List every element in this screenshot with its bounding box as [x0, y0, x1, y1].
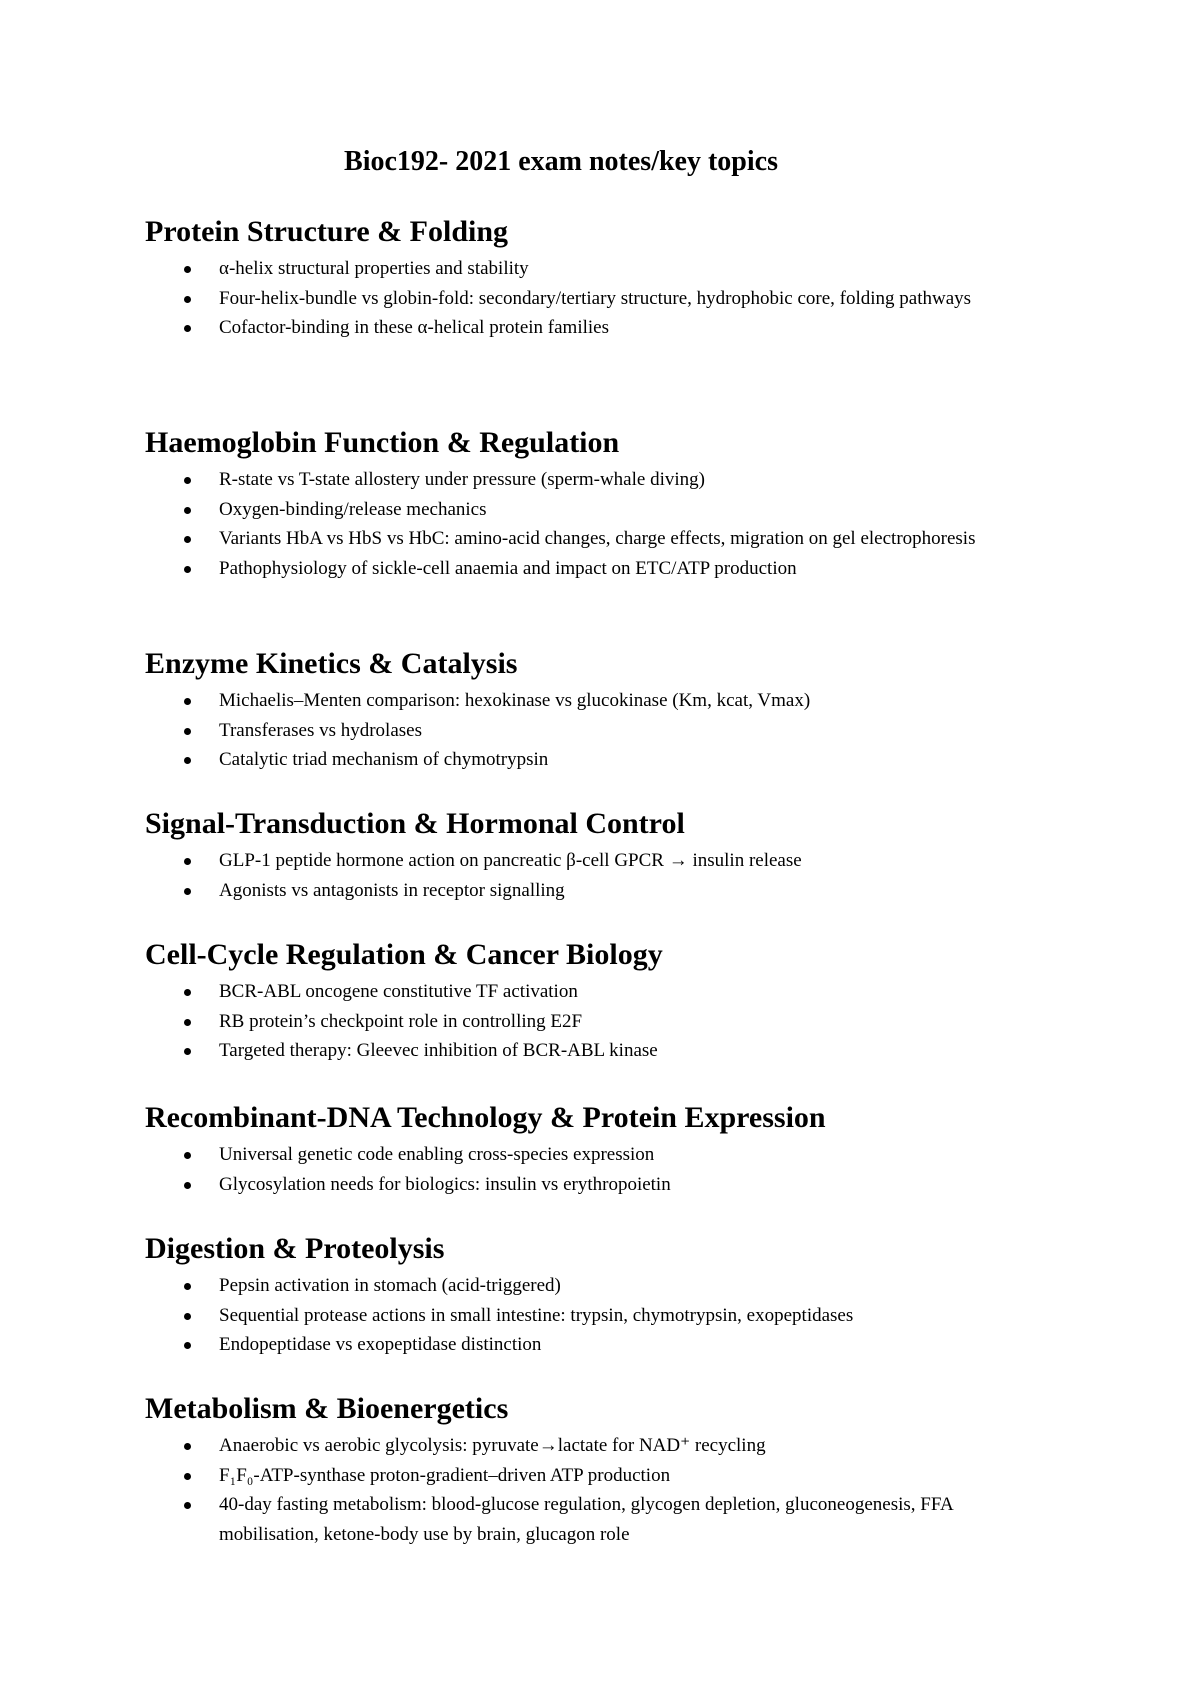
bullet-icon: [184, 1152, 191, 1159]
bullet-list: [145, 846, 1045, 905]
bullet-icon: [184, 536, 191, 543]
bullet-icon: [184, 296, 191, 303]
bullet-icon: [184, 888, 191, 895]
section-heading: Recombinant-DNA Technology & Protein Expression: [145, 1101, 826, 1134]
bullet-icon: [184, 1048, 191, 1055]
bullet-icon: [184, 1182, 191, 1189]
list-item: Endopeptidase vs exopeptidase distinction: [145, 1330, 1025, 1360]
section-haemoglobin: [145, 423, 1045, 583]
section-heading: Enzyme Kinetics & Catalysis: [145, 647, 518, 680]
bullet-list: [145, 686, 1045, 775]
bullet-icon: [184, 566, 191, 573]
list-item: 40-day fasting metabolism: blood-glucose regulation, glycogen depletion, gluconeogenesis, FFA mobilisation, ketone-body use by brain, glucagon role: [145, 1490, 1025, 1549]
bullet-icon: [184, 1283, 191, 1290]
bullet-list: [145, 1271, 1045, 1360]
list-item: Catalytic triad mechanism of chymotrypsin: [145, 745, 1025, 775]
bullet-icon: [184, 1443, 191, 1450]
section-cell-cycle: [145, 935, 1045, 1066]
bullet-icon: [184, 507, 191, 514]
bullet-icon: [184, 266, 191, 273]
section-protein-structure: [145, 212, 1045, 343]
bullet-icon: [184, 1473, 191, 1480]
list-item: Pepsin activation in stomach (acid-triggered): [145, 1271, 1025, 1301]
section-signal-transduction: [145, 804, 1045, 905]
list-item: Anaerobic vs aerobic glycolysis: pyruvate→lactate for NAD⁺ recycling: [145, 1431, 1025, 1461]
list-item: Targeted therapy: Gleevec inhibition of BCR-ABL kinase: [145, 1036, 1025, 1066]
list-item: Transferases vs hydrolases: [145, 716, 1025, 746]
document-title: Bioc192- 2021 exam notes/key topics: [344, 146, 778, 177]
list-item: Sequential protease actions in small intestine: trypsin, chymotrypsin, exopeptidases: [145, 1301, 1025, 1331]
list-item: Michaelis–Menten comparison: hexokinase vs glucokinase (Km, kcat, Vmax): [145, 686, 1025, 716]
bullet-list: [145, 977, 1045, 1066]
list-item: GLP-1 peptide hormone action on pancreatic β-cell GPCR → insulin release: [145, 846, 1025, 876]
bullet-list: [145, 254, 1045, 343]
section-metabolism: [145, 1389, 1045, 1549]
section-heading: Haemoglobin Function & Regulation: [145, 426, 620, 459]
list-item: RB protein’s checkpoint role in controlling E2F: [145, 1007, 1025, 1037]
bullet-icon: [184, 728, 191, 735]
bullet-icon: [184, 698, 191, 705]
bullet-icon: [184, 325, 191, 332]
bullet-icon: [184, 989, 191, 996]
list-item: Cofactor-binding in these α-helical protein families: [145, 313, 1025, 343]
bullet-icon: [184, 858, 191, 865]
section-heading: Metabolism & Bioenergetics: [145, 1392, 509, 1425]
list-item: BCR-ABL oncogene constitutive TF activation: [145, 977, 1025, 1007]
list-item: Oxygen-binding/release mechanics: [145, 495, 1025, 525]
list-item: Glycosylation needs for biologics: insulin vs erythropoietin: [145, 1170, 1025, 1200]
section-recombinant-dna: [145, 1098, 1045, 1199]
list-item: F₁F₀-ATP-synthase proton-gradient–driven ATP production: [145, 1461, 1025, 1491]
bullet-icon: [184, 1502, 191, 1509]
section-enzyme-kinetics: [145, 644, 1045, 775]
bullet-list: [145, 465, 1045, 583]
bullet-list: [145, 1431, 1045, 1549]
list-item: α-helix structural properties and stability: [145, 254, 1025, 284]
list-item: Variants HbA vs HbS vs HbC: amino-acid changes, charge effects, migration on gel electrophoresis: [145, 524, 1025, 554]
section-digestion: [145, 1229, 1045, 1360]
bullet-icon: [184, 477, 191, 484]
section-heading: Digestion & Proteolysis: [145, 1232, 445, 1265]
list-item: R-state vs T-state allostery under pressure (sperm-whale diving): [145, 465, 1025, 495]
bullet-list: [145, 1140, 1045, 1199]
list-item: Pathophysiology of sickle-cell anaemia and impact on ETC/ATP production: [145, 554, 1025, 584]
list-item: Agonists vs antagonists in receptor signalling: [145, 876, 1025, 906]
section-heading: Protein Structure & Folding: [145, 215, 509, 248]
section-heading: Signal-Transduction & Hormonal Control: [145, 807, 685, 840]
bullet-icon: [184, 1342, 191, 1349]
section-heading: Cell-Cycle Regulation & Cancer Biology: [145, 938, 663, 971]
list-item: Universal genetic code enabling cross-species expression: [145, 1140, 1025, 1170]
bullet-icon: [184, 1019, 191, 1026]
bullet-icon: [184, 757, 191, 764]
list-item: Four-helix-bundle vs globin-fold: secondary/tertiary structure, hydrophobic core, folding pathways: [145, 284, 1025, 314]
bullet-icon: [184, 1313, 191, 1320]
